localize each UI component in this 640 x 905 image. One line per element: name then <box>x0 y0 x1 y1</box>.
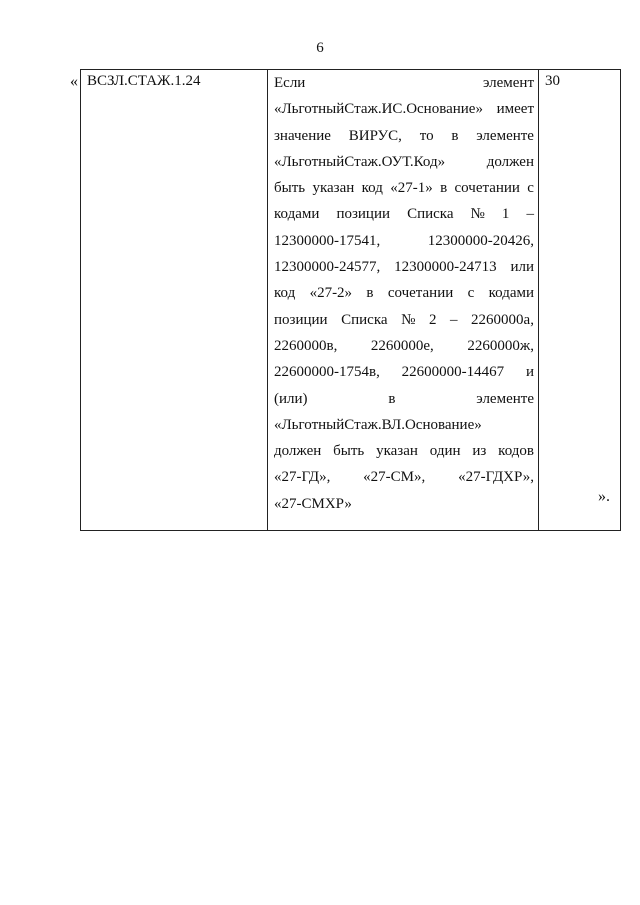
text-word: с <box>527 180 534 197</box>
text-word: 2260000в, <box>274 337 338 354</box>
text-word: элементе <box>476 127 534 144</box>
text-word: кодами <box>488 285 534 302</box>
closing-quote: ». <box>598 488 610 505</box>
text-line <box>268 466 538 492</box>
text-line <box>268 493 538 519</box>
text-word: из <box>472 443 487 460</box>
table-row <box>81 70 621 531</box>
text-word: 2260000ж, <box>467 337 534 354</box>
text-line <box>268 361 538 387</box>
text-word: «27-ГДХР», <box>458 469 534 486</box>
text-word: 12300000-24577, <box>274 259 381 276</box>
text-word: 12300000-24713 <box>394 259 497 276</box>
rule-text-cell <box>268 70 539 531</box>
text-word: в <box>366 285 374 302</box>
text-word: указан <box>312 180 355 197</box>
text-word: «27-СМХР» <box>274 495 352 512</box>
rule-text <box>268 72 538 519</box>
text-word: должен <box>274 443 322 460</box>
text-line <box>268 98 538 124</box>
rule-code: ВСЗЛ.СТАЖ.1.24 <box>87 73 201 89</box>
text-word: «27-ГД», <box>274 469 331 486</box>
text-line <box>268 151 538 177</box>
text-line <box>268 388 538 414</box>
text-line <box>268 177 538 203</box>
text-word: должен <box>486 153 534 170</box>
text-word: «27-1» <box>390 180 433 197</box>
text-word: (или) <box>274 390 308 407</box>
opening-quote: « <box>70 73 78 90</box>
text-word: или <box>510 259 534 276</box>
text-word: 2260000е, <box>370 337 434 354</box>
text-word: ВИРУС, <box>348 127 402 144</box>
text-line <box>268 414 538 440</box>
text-line <box>268 125 538 151</box>
rules-table <box>80 69 621 531</box>
text-word: № <box>401 311 416 328</box>
text-word: «27-СМ», <box>363 469 426 486</box>
text-word: Если <box>274 75 306 91</box>
text-word: кодов <box>498 443 534 460</box>
text-line <box>268 282 538 308</box>
text-line <box>268 440 538 466</box>
text-word: сочетании <box>387 285 454 302</box>
text-word: и <box>525 364 534 381</box>
text-word: один <box>429 443 461 460</box>
text-word: в <box>451 127 459 144</box>
text-line <box>268 72 538 98</box>
text-word: 22600000-14467 <box>401 364 505 381</box>
text-word: 2260000а, <box>471 311 534 328</box>
text-word: – <box>526 206 534 223</box>
error-code-cell <box>539 70 621 531</box>
text-word: в <box>388 390 396 407</box>
text-line <box>268 230 538 256</box>
text-word: кодами <box>274 206 320 223</box>
text-word: указан <box>376 443 418 460</box>
text-word: Списка <box>407 206 454 223</box>
text-word: сочетании <box>454 180 520 197</box>
page-number: 6 <box>316 40 324 56</box>
text-word: 12300000-17541, <box>274 232 381 249</box>
text-word: элемент <box>482 75 534 91</box>
text-word: с <box>467 285 475 302</box>
text-word: код <box>361 180 383 197</box>
text-word: в <box>440 180 448 197</box>
text-word: «ЛьготныйСтаж.ИС.Основание» <box>274 101 483 118</box>
text-word: Списка <box>341 311 388 328</box>
text-word: быть <box>333 443 365 460</box>
text-line <box>268 203 538 229</box>
text-line <box>268 335 538 361</box>
text-word: позиции <box>336 206 391 223</box>
error-code: 30 <box>545 73 560 89</box>
rule-code-cell <box>81 70 268 531</box>
text-word: 1 <box>501 206 510 223</box>
text-word: позиции <box>274 311 328 328</box>
text-line <box>268 256 538 282</box>
text-word: быть <box>274 180 306 197</box>
text-word: 12300000-20426, <box>427 232 534 249</box>
text-word: значение <box>274 127 331 144</box>
text-word: «ЛьготныйСтаж.ОУТ.Код» <box>274 153 446 170</box>
text-word: 22600000-1754в, <box>274 364 380 381</box>
text-word: 2 <box>428 311 437 328</box>
text-word: имеет <box>496 101 534 118</box>
text-word: – <box>450 311 458 328</box>
text-word: «27-2» <box>309 285 353 302</box>
text-line <box>268 309 538 335</box>
text-word: то <box>419 127 434 144</box>
text-word: элементе <box>476 390 534 407</box>
text-word: код <box>274 285 296 302</box>
text-word: «ЛьготныйСтаж.ВЛ.Основание» <box>274 416 482 433</box>
text-word: № <box>470 206 485 223</box>
